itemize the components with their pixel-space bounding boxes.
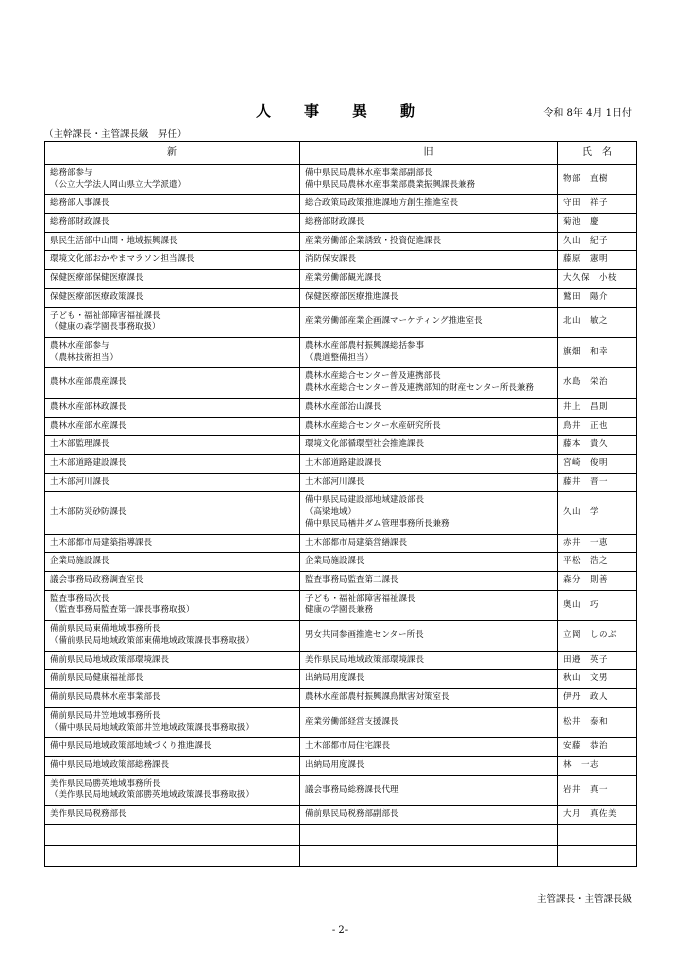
cell-line: 美作県民局地域政策部環境課長 — [305, 654, 425, 665]
cell-old-post — [300, 572, 558, 591]
table-row — [45, 251, 637, 270]
cell-line: 総合政策局政策推進課地方創生推進室長 — [305, 198, 459, 209]
cell-person-name: 松井 泰和 — [558, 707, 637, 737]
footer-note: 主管課長・主管課長級 — [536, 894, 632, 905]
cell-line: 環境文化部おかやまマラソン担当課長 — [50, 254, 195, 265]
cell-new-post — [45, 398, 300, 417]
cell-person-name: 伊丹 政人 — [558, 689, 637, 708]
cell-old-post — [300, 590, 558, 620]
table-row — [45, 572, 637, 591]
cell-line: 総務部参与 — [50, 167, 93, 178]
cell-person-name: 宮崎 俊明 — [558, 455, 637, 474]
cell-line: （農道整備担当） — [305, 352, 374, 363]
cell-line: 備前県民局健康福祉部長 — [50, 673, 144, 684]
cell-line: 産業労働部経営支援課長 — [305, 716, 399, 727]
cell-line: （美作県民局地域政策部勝英地域政策課長事務取扱） — [50, 790, 255, 801]
cell-line: 土木部道路建設課長 — [305, 458, 382, 469]
cell-line: 土木部道路建設課長 — [50, 458, 127, 469]
table-row — [45, 436, 637, 455]
cell-old-post — [300, 689, 558, 708]
cell-line: 企業局施設課長 — [50, 556, 110, 567]
cell-new-post — [45, 164, 300, 194]
cell-new-post — [45, 707, 300, 737]
cell-person-name: 旗畑 和幸 — [558, 337, 637, 367]
cell-old-post — [300, 307, 558, 337]
cell-line: 備中県民局農林水産事業部農業振興課長兼務 — [305, 179, 476, 190]
cell-old-post — [300, 738, 558, 757]
cell-person-name: 藤原 憲明 — [558, 251, 637, 270]
cell-person-name: 物部 直樹 — [558, 164, 637, 194]
cell-new-post — [45, 307, 300, 337]
cell-new-post — [45, 270, 300, 289]
personnel-transfer-table — [44, 141, 637, 867]
cell-line: 備前県民局東備地域事務所長 — [50, 624, 161, 635]
table-row — [45, 473, 637, 492]
table-row-blank — [45, 824, 637, 845]
cell-old-post — [300, 436, 558, 455]
cell-line: 総務部財政課長 — [305, 216, 365, 227]
cell-old-post — [300, 651, 558, 670]
cell-line: 備前県民局農林水産事業部長 — [50, 692, 161, 703]
cell-line: 男女共同参画推進センター所長 — [305, 630, 424, 641]
cell-new-post — [45, 473, 300, 492]
cell-person-name: 藤井 晋一 — [558, 473, 637, 492]
cell-line: 備中県民局楢井ダム管理事務所長兼務 — [305, 518, 450, 529]
cell-line: 企業局施設課長 — [305, 556, 365, 567]
cell-line: 農林水産部林政課長 — [50, 401, 127, 412]
table-row — [45, 492, 637, 534]
cell-line: 環境文化部循環型社会推進課長 — [305, 439, 425, 450]
cell-person-name: 藤本 貴久 — [558, 436, 637, 455]
cell-line: （備中県民局地域政策部井笠地域政策課長事務取扱） — [50, 722, 255, 733]
cell-line: 子ども・福祉部障害福祉課長 — [305, 593, 416, 604]
cell-new-post — [45, 775, 300, 805]
cell-new-post — [45, 417, 300, 436]
cell-line: 備前県民局税務部副部長 — [305, 809, 399, 820]
cell-person-name: 大久保 小枝 — [558, 270, 637, 289]
cell-line: 土木部防災砂防課長 — [50, 507, 127, 518]
cell-new-post — [45, 213, 300, 232]
cell-line: 保健医療部医療推進課長 — [305, 291, 399, 302]
table-header-row — [45, 142, 637, 165]
table-row — [45, 417, 637, 436]
cell-old-post — [300, 534, 558, 553]
cell-person-name: 菊池 慶 — [558, 213, 637, 232]
cell-line: 産業労働部企業誘致・投資促進課長 — [305, 235, 442, 246]
cell-old-post — [300, 251, 558, 270]
cell-new-post — [45, 806, 300, 825]
table-row — [45, 368, 637, 398]
cell-old-post — [300, 455, 558, 474]
cell-line: （公立大学法人岡山県立大学派遣） — [50, 179, 187, 190]
cell-line: 農林水産部水産課長 — [50, 420, 127, 431]
cell-person-name: 岩井 真一 — [558, 775, 637, 805]
cell-old-post — [300, 164, 558, 194]
cell-line: 土木部都市局住宅課長 — [305, 741, 391, 752]
table-row — [45, 213, 637, 232]
cell-person-name: 鳥井 正也 — [558, 417, 637, 436]
cell-line: 保健医療部保健医療課長 — [50, 273, 144, 284]
document-date: 令和 8年 4月 1日付 — [543, 108, 632, 119]
cell-old-post — [300, 492, 558, 534]
cell-old-post — [300, 398, 558, 417]
cell-new-post — [45, 553, 300, 572]
cell-line: 農林水産部農村振興課鳥獣害対策室長 — [305, 692, 450, 703]
cell-blank — [45, 845, 300, 866]
cell-person-name: 守田 祥子 — [558, 195, 637, 214]
cell-line: 土木部河川課長 — [305, 476, 365, 487]
cell-new-post — [45, 368, 300, 398]
cell-line: 議会事務局政務調査室長 — [50, 575, 144, 586]
cell-line: 農林水産総合センター普及連携部知的財産センター所長兼務 — [305, 383, 534, 394]
cell-line: 出納局用度課長 — [305, 673, 365, 684]
cell-person-name: 森分 則善 — [558, 572, 637, 591]
cell-line: （監査事務局監査第一課長事務取扱） — [50, 605, 195, 616]
cell-blank — [300, 845, 558, 866]
cell-old-post — [300, 213, 558, 232]
table-row-blank — [45, 845, 637, 866]
cell-old-post — [300, 270, 558, 289]
cell-new-post — [45, 337, 300, 367]
cell-new-post — [45, 670, 300, 689]
cell-person-name: 水島 栄治 — [558, 368, 637, 398]
cell-new-post — [45, 436, 300, 455]
cell-line: 農林水産部農村振興課総括参事 — [305, 340, 425, 351]
cell-line: 消防保安課長 — [305, 254, 357, 265]
table-row — [45, 553, 637, 572]
table-row — [45, 689, 637, 708]
column-header-old: 旧 — [300, 142, 558, 165]
cell-old-post — [300, 775, 558, 805]
cell-person-name: 立岡 しのぶ — [558, 621, 637, 651]
cell-old-post — [300, 288, 558, 307]
cell-line: （健康の森学園長事務取扱） — [50, 322, 161, 333]
table-body — [45, 164, 637, 866]
cell-new-post — [45, 756, 300, 775]
cell-new-post — [45, 288, 300, 307]
table-row — [45, 756, 637, 775]
cell-old-post — [300, 670, 558, 689]
cell-line: 土木部監理課長 — [50, 439, 110, 450]
table-row — [45, 307, 637, 337]
cell-line: 土木部河川課長 — [50, 476, 110, 487]
cell-new-post — [45, 590, 300, 620]
cell-new-post — [45, 572, 300, 591]
cell-old-post — [300, 707, 558, 737]
table-row — [45, 738, 637, 757]
table-row — [45, 590, 637, 620]
cell-new-post — [45, 251, 300, 270]
cell-line: 農林水産部参与 — [50, 340, 110, 351]
cell-line: 土木部都市局建築営繕課長 — [305, 537, 408, 548]
cell-person-name: 赤井 一恵 — [558, 534, 637, 553]
cell-line: 県民生活部中山間・地域振興課長 — [50, 235, 178, 246]
cell-old-post — [300, 337, 558, 367]
cell-person-name: 田邉 英子 — [558, 651, 637, 670]
cell-line: 監査事務局次長 — [50, 593, 110, 604]
cell-line: 健康の学園長兼務 — [305, 605, 374, 616]
table-row — [45, 651, 637, 670]
table-row — [45, 806, 637, 825]
table-row — [45, 707, 637, 737]
table-row — [45, 455, 637, 474]
cell-line: 産業労働部産業企画課マーケティング推進室長 — [305, 316, 483, 327]
page-title: 人 事 異 動 — [255, 102, 424, 120]
table-row — [45, 621, 637, 651]
cell-person-name: 大月 真佐美 — [558, 806, 637, 825]
table-row — [45, 775, 637, 805]
column-header-new: 新 — [45, 142, 300, 165]
cell-line: 総務部財政課長 — [50, 216, 110, 227]
cell-new-post — [45, 455, 300, 474]
cell-person-name: 鷲田 陽介 — [558, 288, 637, 307]
cell-person-name: 平松 浩之 — [558, 553, 637, 572]
cell-new-post — [45, 651, 300, 670]
cell-new-post — [45, 492, 300, 534]
cell-line: 備中県民局建設部地域建設部長 — [305, 495, 425, 506]
cell-line: 備中県民局地域政策部総務課長 — [50, 759, 170, 770]
table-row — [45, 195, 637, 214]
cell-line: 備中県民局農林水産事業部副部長 — [305, 167, 433, 178]
cell-line: （高梁地域） — [305, 507, 357, 518]
cell-person-name: 久山 学 — [558, 492, 637, 534]
cell-new-post — [45, 534, 300, 553]
cell-person-name: 秋山 文男 — [558, 670, 637, 689]
cell-new-post — [45, 621, 300, 651]
cell-old-post — [300, 368, 558, 398]
cell-person-name: 林 一志 — [558, 756, 637, 775]
cell-line: 議会事務局総務課長代理 — [305, 784, 399, 795]
table-row — [45, 398, 637, 417]
cell-blank — [558, 845, 637, 866]
table-row — [45, 232, 637, 251]
cell-old-post — [300, 756, 558, 775]
page-number: - 2- — [331, 925, 349, 936]
cell-person-name: 奥山 巧 — [558, 590, 637, 620]
cell-line: 美作県民局勝英地域事務所長 — [50, 778, 161, 789]
cell-old-post — [300, 621, 558, 651]
cell-person-name: 北山 敏之 — [558, 307, 637, 337]
table-row — [45, 164, 637, 194]
cell-line: 美作県民局税務部長 — [50, 809, 127, 820]
cell-blank — [45, 824, 300, 845]
cell-line: 農林水産総合センター水産研究所長 — [305, 420, 441, 431]
cell-line: 備前県民局地域政策部環境課長 — [50, 654, 170, 665]
cell-line: 保健医療部医療政策課長 — [50, 291, 144, 302]
cell-old-post — [300, 232, 558, 251]
cell-old-post — [300, 806, 558, 825]
cell-person-name: 安藤 恭治 — [558, 738, 637, 757]
table-row — [45, 288, 637, 307]
column-header-name: 氏 名 — [558, 142, 637, 165]
cell-old-post — [300, 195, 558, 214]
cell-person-name: 久山 紀子 — [558, 232, 637, 251]
document-subtitle: （主幹課長・主管課長級 昇任） — [44, 129, 187, 140]
cell-line: 農林水産部農産課長 — [50, 377, 127, 388]
cell-old-post — [300, 553, 558, 572]
cell-line: 産業労働部観光課長 — [305, 273, 382, 284]
cell-line: 農林水産総合センター普及連携部長 — [305, 371, 441, 382]
table-row — [45, 670, 637, 689]
cell-line: （備前県民局地域政策部東備地域政策課長事務取扱） — [50, 635, 255, 646]
cell-line: （農林技術担当） — [50, 352, 119, 363]
cell-old-post — [300, 473, 558, 492]
cell-line: 子ども・福祉部障害福祉課長 — [50, 310, 161, 321]
cell-line: 農林水産部治山課長 — [305, 401, 382, 412]
table-row — [45, 337, 637, 367]
cell-person-name: 井上 昌則 — [558, 398, 637, 417]
cell-line: 監査事務局監査第二課長 — [305, 575, 399, 586]
table-row — [45, 534, 637, 553]
cell-old-post — [300, 417, 558, 436]
cell-line: 出納局用度課長 — [305, 759, 365, 770]
cell-line: 土木部都市局建築指導課長 — [50, 537, 153, 548]
cell-blank — [300, 824, 558, 845]
table-row — [45, 270, 637, 289]
cell-new-post — [45, 232, 300, 251]
cell-new-post — [45, 738, 300, 757]
cell-line: 総務部人事課長 — [50, 198, 110, 209]
cell-blank — [558, 824, 637, 845]
cell-line: 備前県民局井笠地域事務所長 — [50, 710, 161, 721]
cell-line: 備中県民局地域政策部地域づくり推進課長 — [50, 741, 212, 752]
cell-new-post — [45, 195, 300, 214]
cell-new-post — [45, 689, 300, 708]
